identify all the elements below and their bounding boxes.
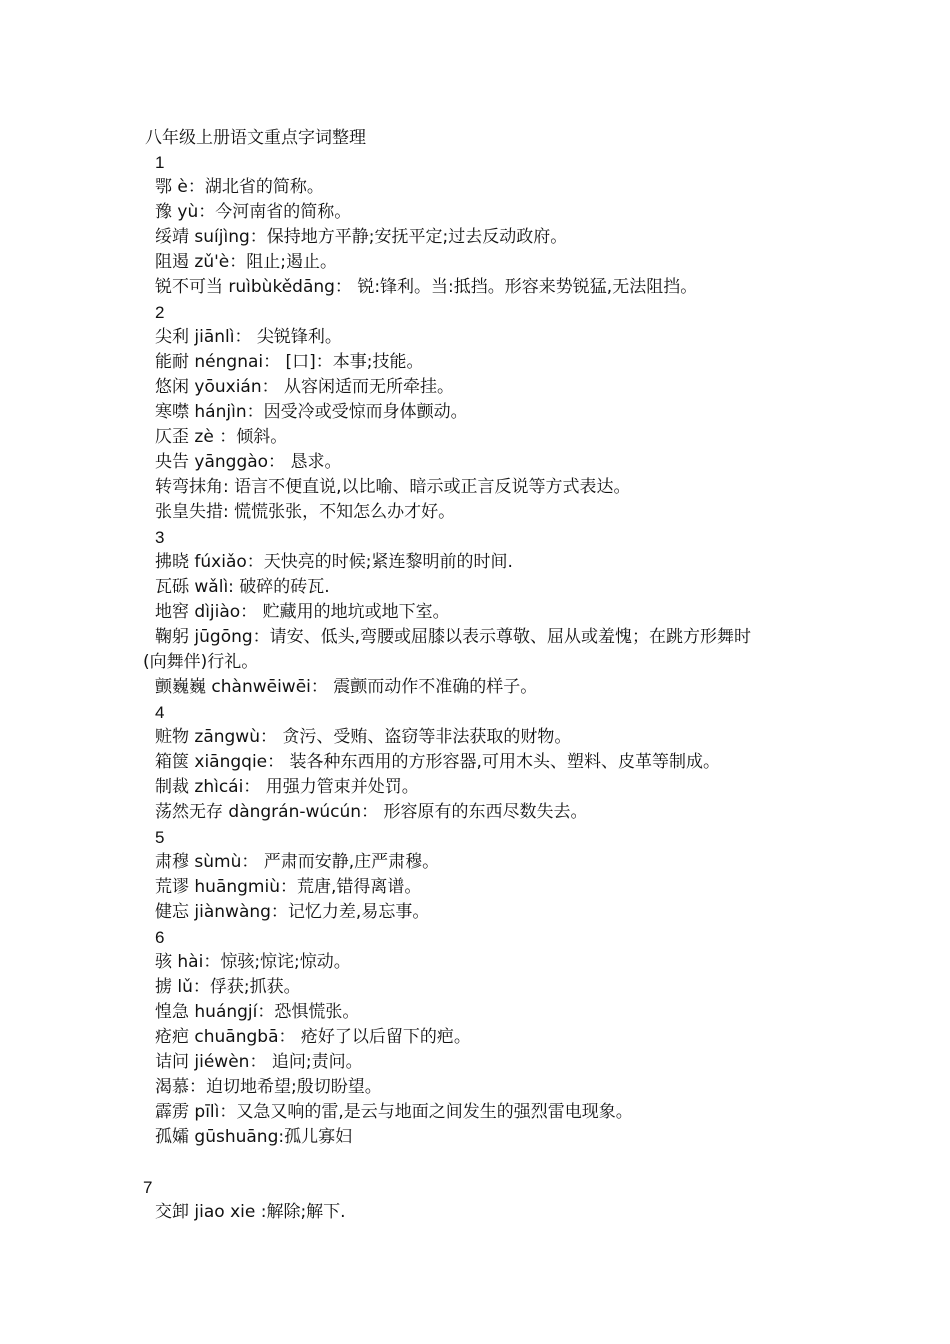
vocab-entry: 拂晓 fúxiǎo：天快亮的时候;紧连黎明前的时间. bbox=[155, 552, 513, 572]
vocab-entry: 孤孀 gūshuāng:孤儿寡妇 bbox=[155, 1127, 353, 1147]
vocab-entry: 张皇失措: 慌慌张张，不知怎么办才好。 bbox=[155, 502, 456, 522]
vocab-entry-continuation: (向舞伴)行礼。 bbox=[143, 652, 259, 672]
vocab-entry: 绥靖 suíjìng：保持地方平静;安抚平定;过去反动政府。 bbox=[155, 227, 568, 247]
document-title: 八年级上册语文重点字词整理 bbox=[145, 128, 366, 148]
vocab-entry: 疮疤 chuāngbā： 疮好了以后留下的疤。 bbox=[155, 1027, 471, 1047]
vocab-entry: 锐不可当 ruìbùkědāng： 锐:锋利。当:抵挡。形容来势锐猛,无法阻挡。 bbox=[155, 277, 698, 297]
vocab-entry: 霹雳 pīlì：又急又响的雷,是云与地面之间发生的强烈雷电现象。 bbox=[155, 1102, 633, 1122]
section-number: 1 bbox=[155, 153, 165, 172]
vocab-entry: 仄歪 zè ：倾斜。 bbox=[155, 427, 288, 447]
vocab-entry: 制裁 zhìcái： 用强力管束并处罚。 bbox=[155, 777, 419, 797]
vocab-entry: 瓦砾 wǎlì: 破碎的砖瓦. bbox=[155, 577, 330, 597]
vocab-entry: 转弯抹角: 语言不便直说,以比喻、暗示或正言反说等方式表达。 bbox=[155, 477, 631, 497]
section-number: 7 bbox=[143, 1178, 153, 1197]
vocabulary-list bbox=[143, 150, 825, 1225]
vocab-entry: 箱箧 xiāngqie： 装各种东西用的方形容器,可用木头、塑料、皮革等制成。 bbox=[155, 752, 720, 772]
vocab-entry: 渴慕：迫切地希望;殷切盼望。 bbox=[155, 1077, 382, 1097]
section-number: 4 bbox=[155, 703, 165, 722]
vocab-entry: 荡然无存 dàngrán-wúcún： 形容原有的东西尽数失去。 bbox=[155, 802, 588, 822]
vocab-entry: 鞠躬 jūgōng：请安、低头,弯腰或屈膝以表示尊敬、屈从或羞愧；在跳方形舞时 bbox=[155, 627, 752, 647]
vocab-entry: 尖利 jiānlì： 尖锐锋利。 bbox=[155, 327, 342, 347]
vocab-entry: 肃穆 sùmù： 严肃而安静,庄严肃穆。 bbox=[155, 852, 440, 872]
vocab-entry: 央告 yānggào： 恳求。 bbox=[155, 452, 342, 472]
vocab-entry: 能耐 néngnai： [口]：本事;技能。 bbox=[155, 352, 424, 372]
vocab-entry: 掳 lǔ：俘获;抓获。 bbox=[155, 977, 301, 997]
vocab-entry: 健忘 jiànwàng：记忆力差,易忘事。 bbox=[155, 902, 430, 922]
section-number: 3 bbox=[155, 528, 165, 547]
vocab-entry: 骇 hài：惊骇;惊诧;惊动。 bbox=[155, 952, 351, 972]
vocab-entry: 地窖 dìjiào： 贮藏用的地坑或地下室。 bbox=[155, 602, 450, 622]
vocab-entry: 悠闲 yōuxián： 从容闲适而无所牵挂。 bbox=[155, 377, 455, 397]
vocab-entry: 诘问 jiéwèn： 追问;责问。 bbox=[155, 1052, 363, 1072]
section-number: 6 bbox=[155, 928, 165, 947]
vocab-entry: 交卸 jiao xie :解除;解下. bbox=[155, 1202, 346, 1222]
vocab-entry: 豫 yù：今河南省的简称。 bbox=[155, 202, 352, 222]
section-number: 5 bbox=[155, 828, 165, 847]
section-number: 2 bbox=[155, 303, 165, 322]
vocab-entry: 赃物 zāngwù： 贪污、受贿、盗窃等非法获取的财物。 bbox=[155, 727, 572, 747]
vocab-entry: 荒谬 huāngmiù：荒唐,错得离谱。 bbox=[155, 877, 422, 897]
vocab-entry: 阻遏 zǔ'è：阻止;遏止。 bbox=[155, 252, 337, 272]
vocab-entry: 寒噤 hánjìn：因受冷或受惊而身体颤动。 bbox=[155, 402, 468, 422]
vocab-entry: 惶急 huángjí：恐惧慌张。 bbox=[155, 1002, 360, 1022]
blank-line bbox=[155, 1150, 825, 1175]
vocab-entry: 颤巍巍 chànwēiwēi： 震颤而动作不准确的样子。 bbox=[155, 677, 538, 697]
vocab-entry: 鄂 è：湖北省的简称。 bbox=[155, 177, 324, 197]
